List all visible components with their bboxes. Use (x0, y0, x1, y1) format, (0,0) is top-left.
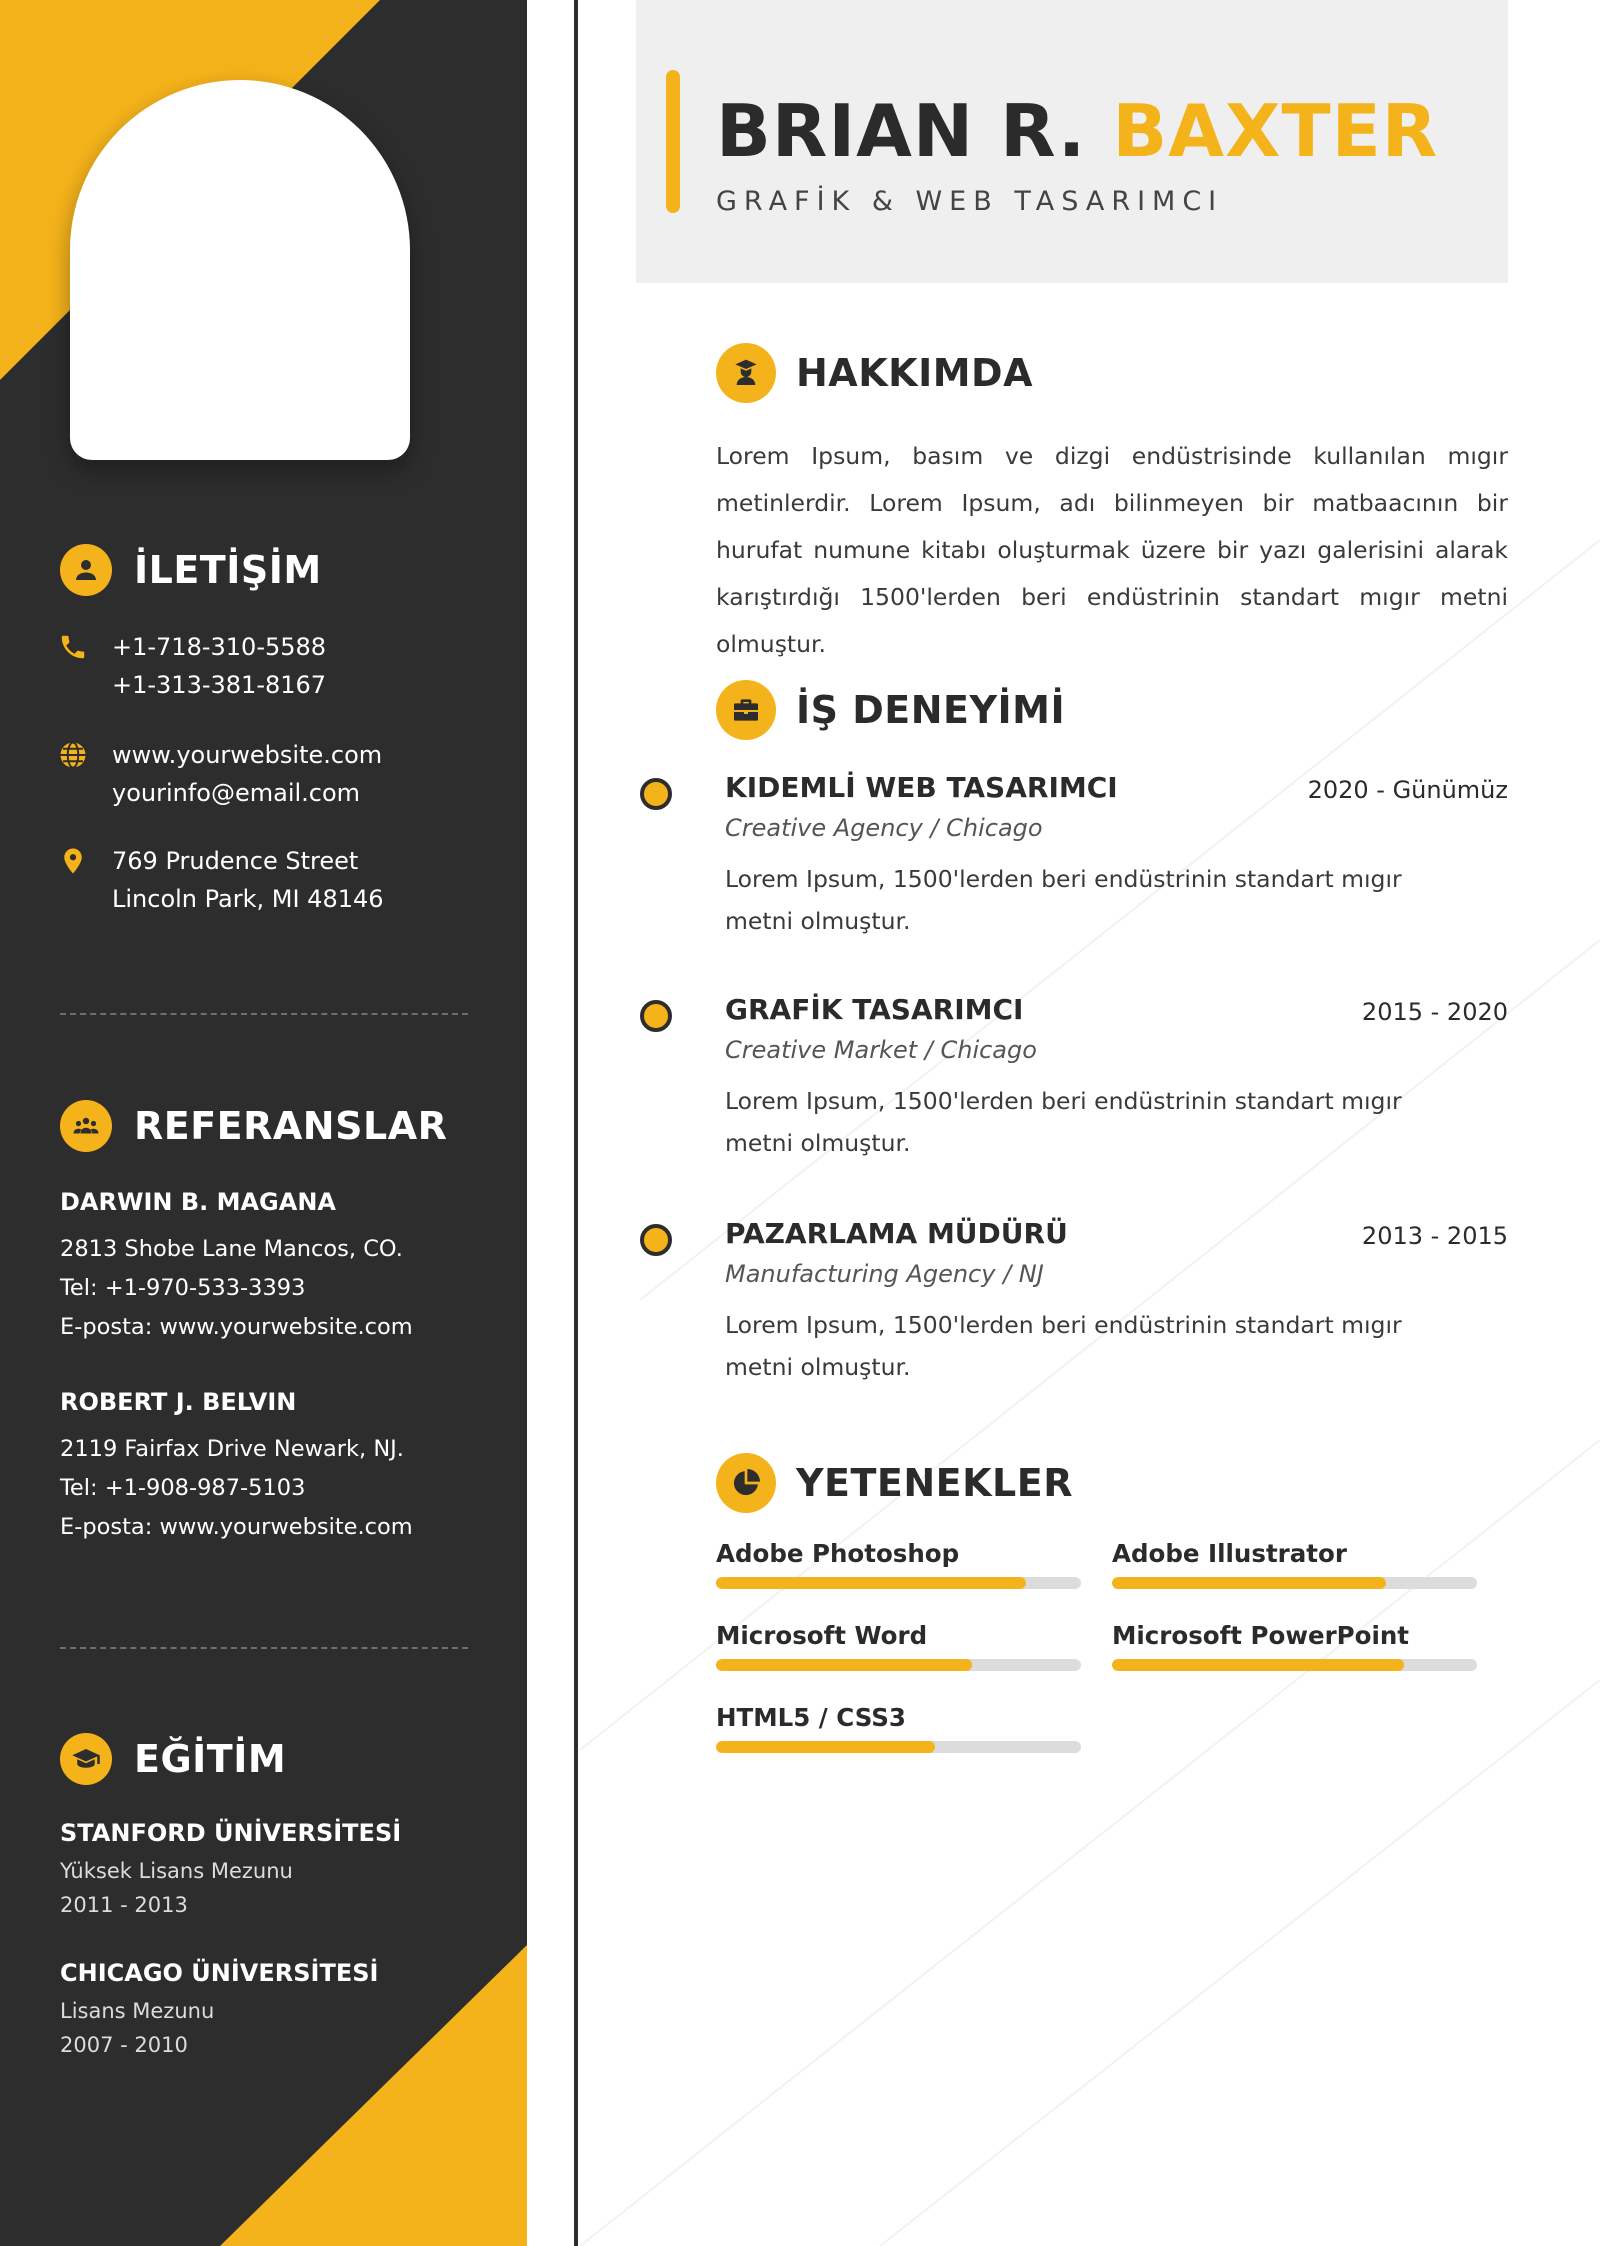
skill-name: Microsoft Word (716, 1621, 928, 1650)
reference-name: DARWIN B. MAGANA (60, 1188, 336, 1216)
contact-heading (60, 544, 322, 596)
divider (60, 1013, 468, 1015)
job-description: Lorem Ipsum, 1500'lerden beri endüstrinin standart mıgır metni olmuştur. (725, 1087, 1402, 1157)
website-link[interactable]: www.yourwebsite.com (112, 741, 383, 769)
school-name: CHICAGO ÜNİVERSİTESİ (60, 1959, 379, 1987)
address-line-2: Lincoln Park, MI 48146 (112, 885, 384, 913)
about-text: Lorem Ipsum, basım ve dizgi endüstrisinde kullanılan mıgır metinlerdir. Lorem Ipsum, adı bilinmeyen bir matbaacının bir hurufat numune kitabı oluşturmak üzere bir yazı galerisini alarak karıştırdığı 1500'lerden beri endüstrinin standart mıgır metni olmuştur. (716, 442, 1508, 658)
skill-item (1112, 1619, 1477, 1671)
skill-bar (1112, 1577, 1477, 1589)
skill-item (716, 1619, 1081, 1671)
group-icon (60, 1100, 112, 1152)
phone-icon (58, 632, 88, 662)
job-role: KIDEMLİ WEB TASARIMCI (725, 771, 1118, 804)
skills-heading (716, 1453, 1073, 1513)
skill-item (716, 1701, 1081, 1753)
school-name: STANFORD ÜNİVERSİTESİ (60, 1819, 402, 1847)
job-dates: 2020 - Günümüz (1307, 776, 1508, 804)
graduate-user-icon (716, 343, 776, 403)
globe-icon (58, 740, 88, 770)
skill-item (1112, 1537, 1477, 1589)
reference-address: 2813 Shobe Lane Mancos, CO. (60, 1236, 403, 1262)
years: 2007 - 2010 (60, 2033, 188, 2057)
skill-bar (716, 1741, 1081, 1753)
references-heading (60, 1100, 447, 1152)
last-name: BAXTER (1112, 89, 1439, 173)
full-name (716, 86, 1438, 176)
reference-phone: Tel: +1-908-987-5103 (60, 1475, 306, 1501)
job-company: Manufacturing Agency / NJ (725, 1260, 1044, 1288)
skill-item (716, 1537, 1081, 1589)
skill-bar (1112, 1659, 1477, 1671)
sidebar (0, 0, 527, 2246)
education-item (60, 1816, 401, 1922)
job-description: Lorem Ipsum, 1500'lerden beri endüstrinin standart mıgır metni olmuştur. (725, 865, 1402, 935)
phone-1[interactable]: +1-718-310-5588 (112, 633, 327, 661)
education-heading (60, 1733, 286, 1785)
job-dates: 2015 - 2020 (1361, 998, 1508, 1026)
skill-bar-fill (716, 1659, 972, 1671)
reference-item (60, 1186, 413, 1347)
briefcase-icon (716, 680, 776, 740)
address-contact (58, 842, 384, 918)
skill-bar (716, 1577, 1081, 1589)
timeline-dot (640, 778, 672, 810)
skill-name: Microsoft PowerPoint (1112, 1621, 1409, 1650)
skill-bar-fill (716, 1741, 935, 1753)
phone-contact (58, 628, 326, 704)
phone-2[interactable]: +1-313-381-8167 (112, 671, 327, 699)
experience-title: İŞ DENEYİMİ (796, 688, 1066, 732)
reference-phone: Tel: +1-970-533-3393 (60, 1275, 306, 1301)
user-icon (60, 544, 112, 596)
reference-name: ROBERT J. BELVIN (60, 1388, 297, 1416)
reference-email: E-posta: www.yourwebsite.com (60, 1514, 413, 1540)
education-title: EĞİTİM (134, 1737, 287, 1781)
graduation-cap-icon (60, 1733, 112, 1785)
job-company: Creative Agency / Chicago (725, 814, 1043, 842)
skill-bar (716, 1659, 1081, 1671)
job-dates: 2013 - 2015 (1361, 1222, 1508, 1250)
reference-email: E-posta: www.yourwebsite.com (60, 1314, 413, 1340)
references-title: REFERANSLAR (134, 1104, 448, 1148)
years: 2011 - 2013 (60, 1893, 188, 1917)
reference-address: 2119 Fairfax Drive Newark, NJ. (60, 1436, 404, 1462)
web-contact (58, 736, 382, 812)
profile-photo (70, 80, 410, 460)
skill-bar-fill (1112, 1659, 1404, 1671)
experience-heading (716, 680, 1065, 740)
skill-bar-fill (716, 1577, 1026, 1589)
skill-name: Adobe Illustrator (1112, 1539, 1347, 1568)
address-line-1: 769 Prudence Street (112, 847, 359, 875)
about-title: HAKKIMDA (796, 351, 1034, 395)
education-item (60, 1956, 378, 2062)
job-title: GRAFİK & WEB TASARIMCI (716, 186, 1224, 217)
timeline-dot (640, 1224, 672, 1256)
job-role: GRAFİK TASARIMCI (725, 993, 1024, 1026)
degree: Lisans Mezunu (60, 1999, 215, 2023)
location-pin-icon (58, 846, 88, 876)
degree: Yüksek Lisans Mezunu (60, 1859, 293, 1883)
job-company: Creative Market / Chicago (725, 1036, 1037, 1064)
job-description: Lorem Ipsum, 1500'lerden beri endüstrinin standart mıgır metni olmuştur. (725, 1311, 1402, 1381)
skill-name: Adobe Photoshop (716, 1539, 960, 1568)
job-role: PAZARLAMA MÜDÜRÜ (725, 1217, 1068, 1250)
first-name: BRIAN R. (716, 89, 1087, 173)
skills-title: YETENEKLER (796, 1461, 1073, 1505)
contact-title: İLETİŞİM (134, 548, 322, 592)
header-accent-bar (666, 70, 680, 213)
timeline-dot (640, 1000, 672, 1032)
skill-name: HTML5 / CSS3 (716, 1703, 906, 1732)
skill-bar-fill (1112, 1577, 1386, 1589)
vertical-divider (574, 0, 578, 2246)
reference-item (60, 1386, 413, 1547)
divider (60, 1647, 468, 1649)
email-link[interactable]: yourinfo@email.com (112, 779, 361, 807)
pie-chart-icon (716, 1453, 776, 1513)
about-heading (716, 343, 1033, 403)
